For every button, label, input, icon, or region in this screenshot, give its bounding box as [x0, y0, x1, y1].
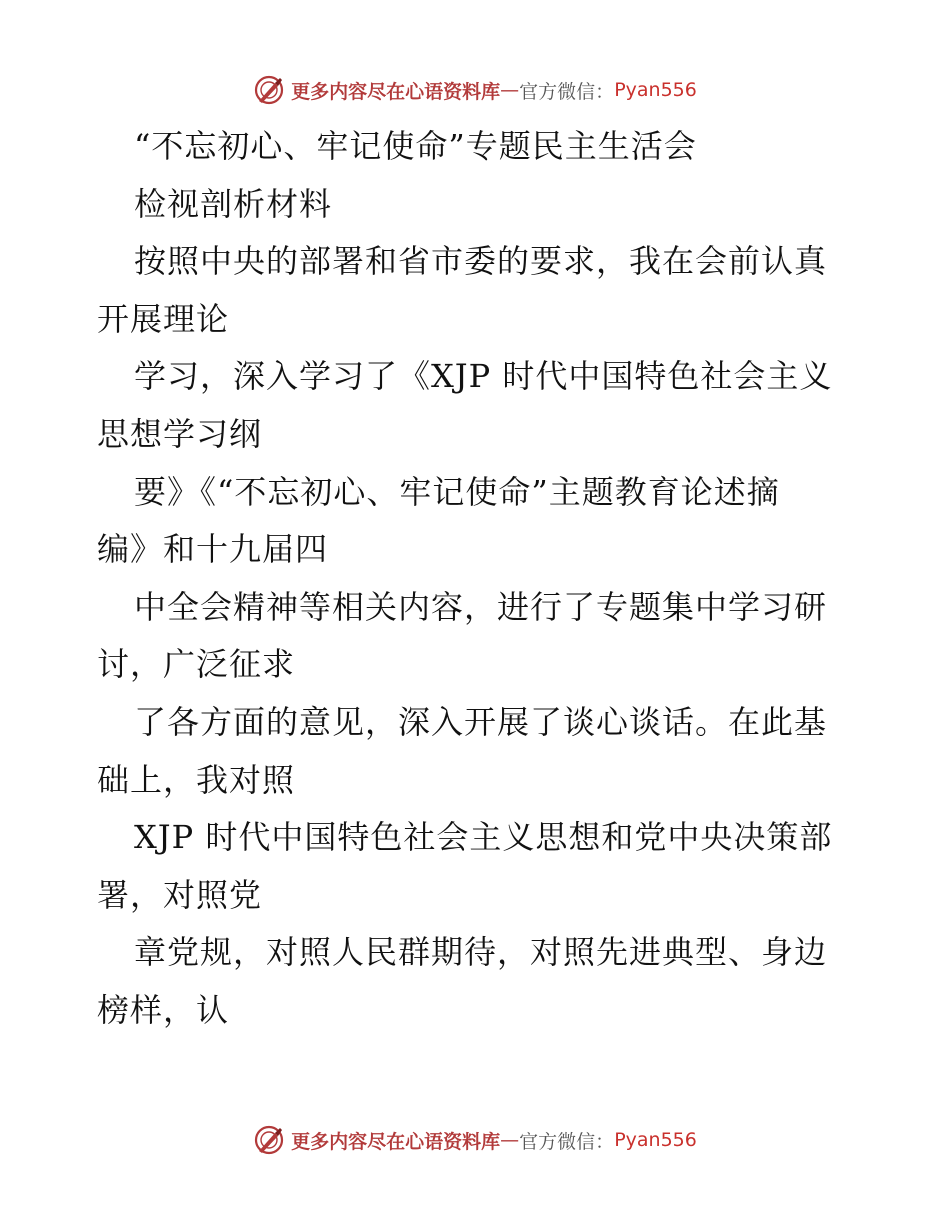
watermark-wechat-id: Pyan556	[614, 79, 697, 101]
paragraph-line: 讨，广泛征求	[97, 645, 296, 684]
paragraph-line: 榜样，认	[97, 990, 230, 1029]
paragraph-line: 署，对照党	[97, 875, 263, 914]
paragraph-line: 按照中央的部署和省市委的要求，我在会前认真	[134, 242, 828, 281]
paragraph-line: 中全会精神等相关内容，进行了专题集中学习研	[134, 587, 828, 626]
watermark-wechat-label: 官方微信：	[519, 80, 615, 103]
watermark-brand: 更多内容尽在心语资料库	[291, 80, 501, 103]
paragraph-line: 编》和十九届四	[97, 530, 329, 569]
paragraph-line: 要》《“不忘初心、牢记使命”主题教育论述摘	[134, 472, 780, 511]
watermark-header	[0, 70, 950, 110]
paragraph-line: XJP 时代中国特色社会主义思想和党中央决策部	[134, 818, 833, 857]
document-subtitle: 检视剖析材料	[134, 184, 333, 223]
watermark-dash: —	[500, 1129, 520, 1151]
watermark-wechat-id: Pyan556	[614, 1129, 697, 1151]
watermark-wechat-label: 官方微信：	[519, 1130, 615, 1153]
paragraph-line: 了各方面的意见，深入开展了谈心谈话。在此基	[134, 702, 828, 741]
document-body	[97, 118, 857, 1040]
paragraph-line: 学习，深入学习了《XJP 时代中国特色社会主义	[134, 357, 833, 396]
watermark-dash: —	[500, 79, 520, 101]
paragraph-line: 章党规，对照人民群期待，对照先进典型、身边	[134, 933, 828, 972]
paragraph-line: 础上，我对照	[97, 760, 296, 799]
pen-circle-logo-icon	[253, 74, 285, 106]
watermark-brand: 更多内容尽在心语资料库	[291, 1130, 501, 1153]
pen-circle-logo-icon	[253, 1124, 285, 1156]
paragraph-line: 开展理论	[97, 299, 230, 338]
watermark-footer	[0, 1120, 950, 1160]
paragraph-line: 思想学习纲	[97, 414, 263, 453]
document-title: “不忘初心、牢记使命”专题民主生活会	[134, 127, 697, 165]
